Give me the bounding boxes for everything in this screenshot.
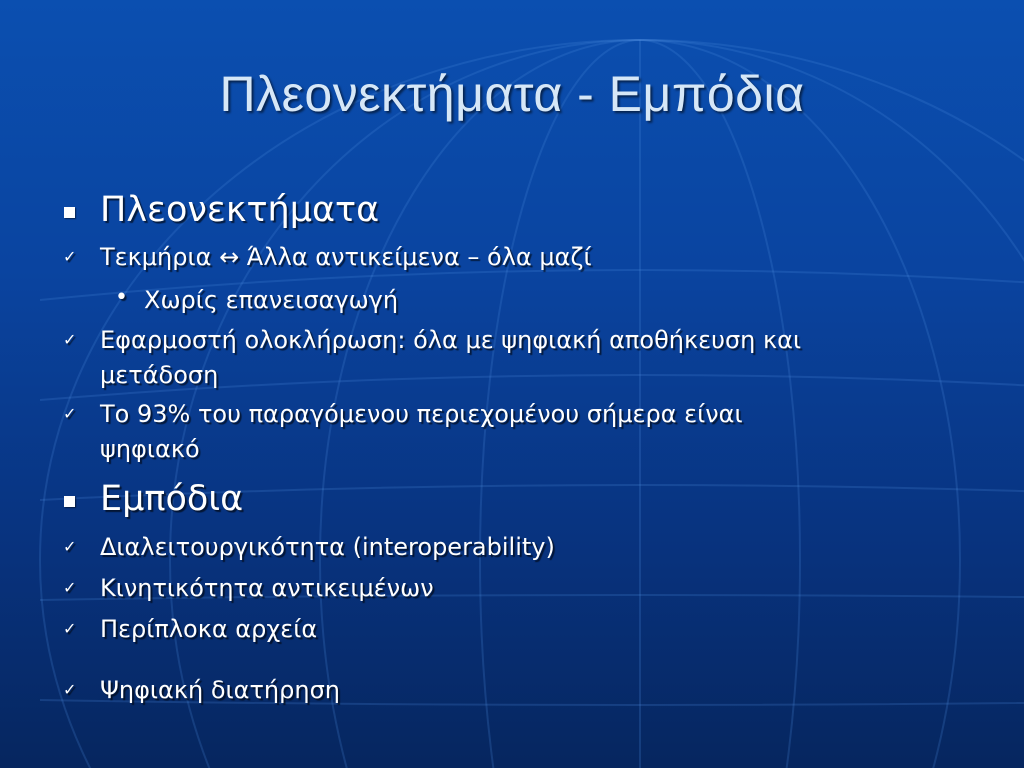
bullet-heading-obstacles: Εμπόδια [100, 479, 244, 519]
checkmark-icon: ✓ [63, 680, 77, 699]
bullet-text-line: ψηφιακό [100, 435, 200, 463]
bullet-text: Περίπλοκα αρχεία [100, 615, 318, 643]
checkmark-icon: ✓ [63, 619, 77, 638]
bullet-text-line: Εφαρμοστή ολοκλήρωση: όλα με ψηφιακή αποθήκευση και [100, 326, 802, 354]
bullet-text: Κινητικότητα αντικειμένων [100, 574, 434, 602]
bullet-text: Ψηφιακή διατήρηση [100, 676, 341, 704]
bullet-text-line: Το 93% του παραγόμενου περιεχομένου σήμερα είναι [100, 400, 743, 428]
bullet-heading-advantages: Πλεονεκτήματα [100, 190, 380, 230]
checkmark-icon: ✓ [63, 247, 77, 266]
square-bullet-icon [64, 207, 75, 218]
bullet-text-line: μετάδοση [100, 361, 219, 389]
checkmark-icon: ✓ [63, 578, 77, 597]
bullet-text: Τεκμήρια ↔ Άλλα αντικείμενα – όλα μαζί [100, 243, 592, 271]
checkmark-icon: ✓ [63, 404, 77, 423]
square-bullet-icon [64, 496, 75, 507]
bullet-text: Χωρίς επανεισαγωγή [144, 286, 399, 314]
bullet-text: Διαλειτουργικότητα (interoperability) [100, 533, 555, 561]
checkmark-icon: ✓ [63, 330, 77, 349]
slide-title: Πλεονεκτήματα - Εμπόδια [219, 66, 805, 122]
round-bullet-icon: • [115, 285, 128, 310]
checkmark-icon: ✓ [63, 537, 77, 556]
